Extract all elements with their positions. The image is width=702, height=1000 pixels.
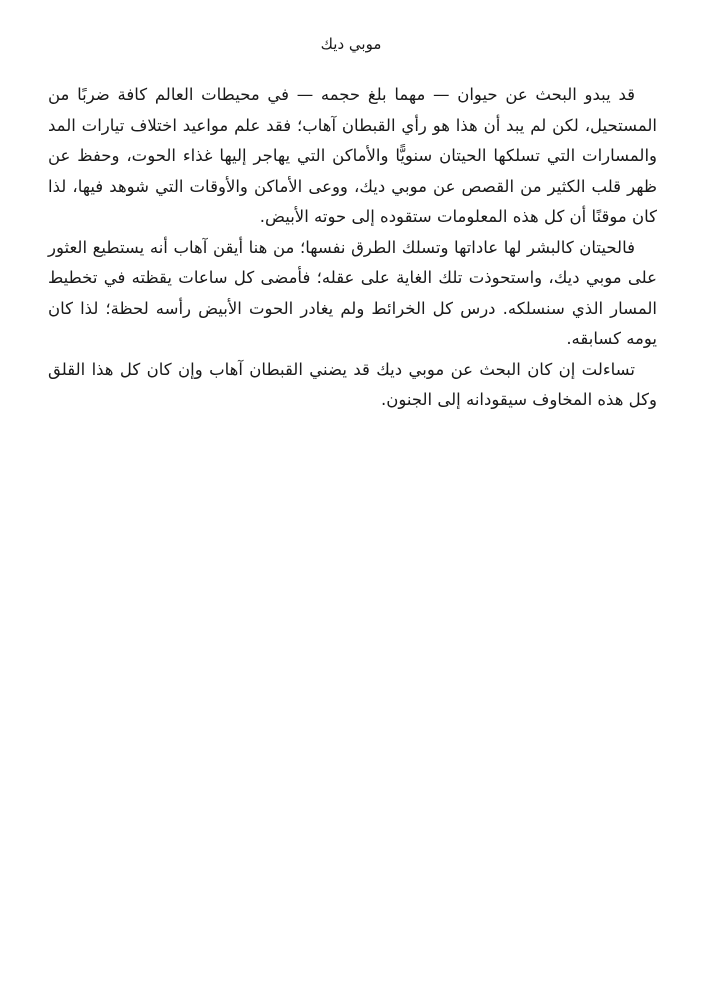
- paragraph-3: تساءلت إن كان البحث عن موبي ديك قد يضني القبطان آهاب وإن كان كل هذا القلق وكل هذه المخاوف سيقودانه إلى الجنون.: [48, 359, 657, 409]
- paragraph-2: فالحيتان كالبشر لها عاداتها وتسلك الطرق نفسها؛ من هنا أيقن آهاب أنه يستطيع العثور على موبي ديك، واستحوذت تلك الغاية على عقله؛ فأمضى كل ساعات يقظته في تخطيط المسار الذي سنسلكه. درس كل الخرائط ولم يغادر الحوت الأبيض رأسه لحظة؛ لذا كان يومه كسابقه.: [48, 237, 657, 348]
- paragraph-1: قد يبدو البحث عن حيوان — مهما بلغ حجمه — في محيطات العالم كافة ضربًا من المستحيل، لكن لم يبد أن هذا هو رأي القبطان آهاب؛ فقد علم مواعيد اختلاف تيارات المد والمسارات التي تسلكها الحيتان سنويًّا والأماكن التي يهاجر إليها غذاء الحوت، وحفظ عن ظهر قلب الكثير من القصص عن موبي ديك، ووعى الأماكن والأوقات التي شوهد فيها، لذا كان موقنًا أن كل هذه المعلومات ستقوده إلى حوته الأبيض.: [48, 85, 657, 226]
- body-text: [48, 80, 657, 416]
- running-header: موبي ديك: [320, 35, 382, 53]
